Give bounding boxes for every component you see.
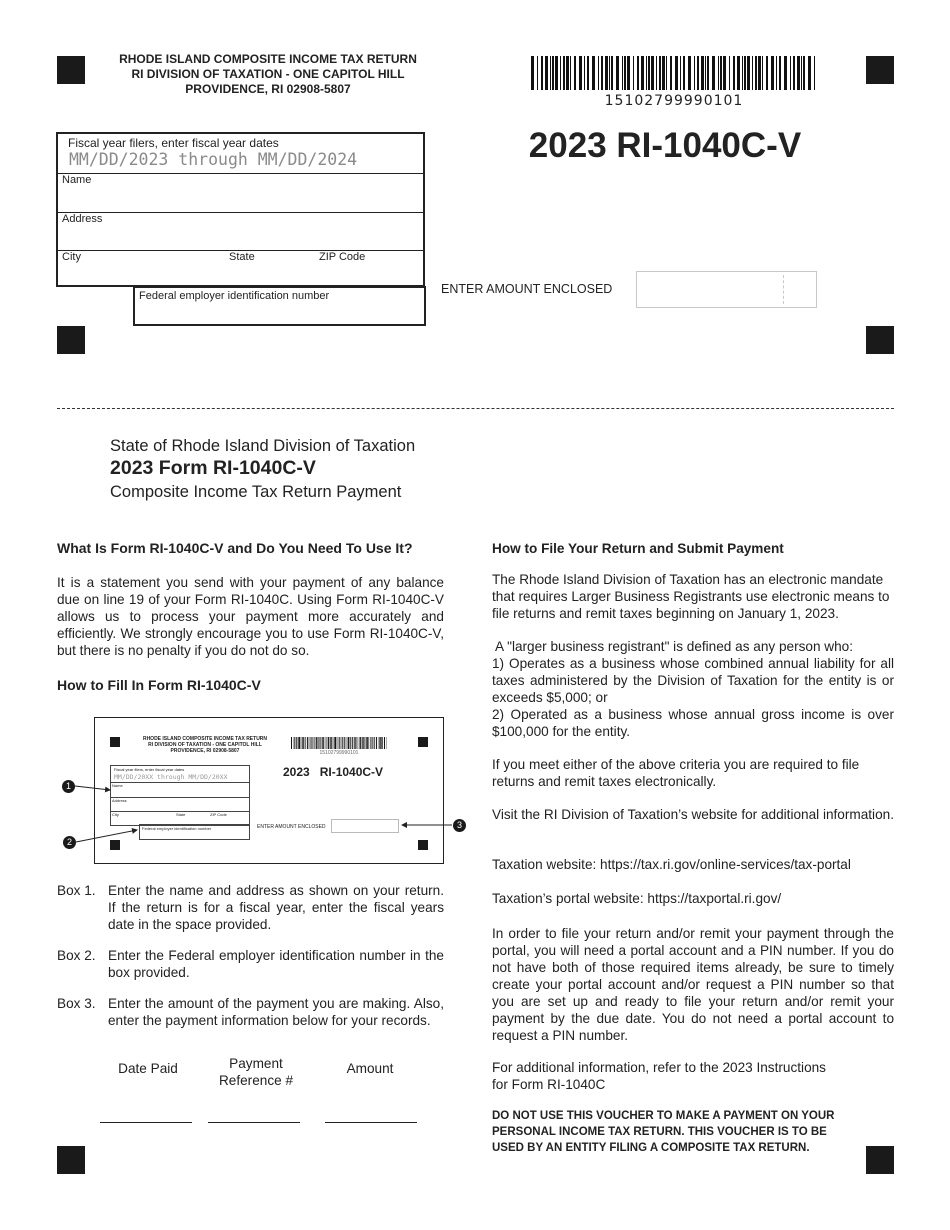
barcode-bar <box>380 737 381 749</box>
additional-info-line: For additional information, refer to the 2023 Instructions <box>492 1060 826 1075</box>
form-title: 2023 RI-1040C-V <box>528 126 802 165</box>
barcode-bar <box>566 56 569 90</box>
barcode-bar <box>320 737 321 749</box>
barcode-bar <box>550 56 551 90</box>
barcode-bar <box>364 737 365 749</box>
barcode-bar <box>656 56 657 90</box>
barcode-bar <box>720 56 722 90</box>
barcode-bar <box>541 56 543 90</box>
barcode-bar <box>382 737 383 749</box>
payment-reference-line: Payment <box>229 1056 283 1071</box>
barcode-bar <box>338 737 339 749</box>
barcode-bar <box>729 56 730 90</box>
criteria-item-2: 2) Operated as a business whose annual gross income is over $100,000 for the entity. <box>492 707 894 739</box>
barcode-bar <box>797 56 800 90</box>
date-paid-header: Date Paid <box>118 1061 178 1076</box>
barcode-bar <box>342 737 343 749</box>
how-to-fill-heading: How to Fill In Form RI-1040C-V <box>57 677 261 693</box>
barcode-bar <box>305 737 306 749</box>
mini-city-label: City <box>112 812 119 817</box>
barcode-bar <box>793 56 795 90</box>
box1-label: Box 1. <box>57 883 96 898</box>
barcode-bar <box>803 56 805 90</box>
barcode-bar <box>744 56 746 90</box>
barcode-bar <box>323 737 324 749</box>
barcode-bar <box>611 56 613 90</box>
barcode-bar <box>348 737 349 749</box>
box1-text: Enter the name and address as shown on your return. If the return is for a fiscal year, enter the fiscal years date in the space provided. <box>108 883 444 932</box>
box3-label: Box 3. <box>57 996 96 1011</box>
barcode-bar <box>646 56 647 90</box>
fiscal-year-label: Fiscal year filers, enter fiscal year dates <box>68 136 279 150</box>
barcode-bar <box>360 737 361 749</box>
date-paid-line[interactable] <box>100 1122 192 1123</box>
barcode-bar <box>372 737 373 749</box>
address-label: Address <box>62 213 103 225</box>
barcode-bar <box>370 737 371 749</box>
barcode-bar <box>587 56 589 90</box>
registration-mark <box>866 1146 894 1174</box>
barcode-bar <box>327 737 328 749</box>
barcode-bar <box>637 56 639 90</box>
barcode-bar <box>307 737 308 749</box>
barcode-bar <box>694 56 695 90</box>
what-is-body: It is a statement you send with your payment of any balance due on line 19 of your Form RI-1040C. Using Form RI-1040C-V allows us to process your payment more accurately and efficiently. We strongly encourage you to use Form RI-1040C-V, but there is no penalty if you do not do so. <box>57 575 444 658</box>
barcode-bar <box>299 737 300 749</box>
voucher-illustration <box>94 717 444 864</box>
barcode-bar <box>314 737 315 749</box>
barcode-bar <box>666 56 667 90</box>
barcode-bar <box>555 56 558 90</box>
box2-text: Enter the Federal employer identification number in the box provided. <box>108 948 444 980</box>
registration-mark <box>57 1146 85 1174</box>
barcode-bar <box>712 56 715 90</box>
fein-box[interactable] <box>133 286 426 326</box>
additional-info <box>492 1059 894 1093</box>
barcode-bar <box>624 56 626 90</box>
visit-website: Visit the RI Division of Taxation’s website for additional information. <box>492 807 894 822</box>
barcode-bar <box>376 737 377 749</box>
mini-agency-line: PROVIDENCE, RI 02908-5807 <box>170 748 240 754</box>
barcode-bar <box>303 737 304 749</box>
barcode-bar <box>688 56 691 90</box>
electronic-requirement: If you meet either of the above criteria you are required to file returns and remit taxes electronically. <box>492 757 860 789</box>
barcode-bar <box>331 737 332 749</box>
barcode-bar <box>311 737 312 749</box>
barcode-bar <box>766 56 768 90</box>
state-label: State <box>229 251 255 263</box>
barcode <box>531 56 817 90</box>
barcode-bar <box>330 737 331 749</box>
barcode-bar <box>705 56 706 90</box>
barcode-bar <box>784 56 787 90</box>
barcode-bar <box>776 56 777 90</box>
barcode-bar <box>707 56 709 90</box>
registration-mark <box>866 326 894 354</box>
mini-agency <box>135 736 275 754</box>
barcode-bar <box>531 56 534 90</box>
barcode-bar <box>560 56 561 90</box>
mini-address-block <box>110 765 250 826</box>
barcode-bar <box>379 737 380 749</box>
barcode-bar <box>670 56 672 90</box>
barcode-bar <box>755 56 757 90</box>
mini-form-title: 2023 RI-1040C-V <box>283 765 384 779</box>
portal-paragraph: In order to file your return and/or remit your payment through the portal, you will need a portal account and a PIN number. If you do not have both of those required items already, be sure to timely create your portal account and/or request a PIN number so that you are set up and ready to file your return and/or remit your payment by the due date. You do not need a portal account to request a PIN number. <box>492 926 894 1043</box>
mini-address-label: Address <box>112 798 127 803</box>
mini-zip-label: ZIP Code <box>210 812 227 817</box>
barcode-bar <box>355 737 356 749</box>
additional-info-line: for Form RI-1040C <box>492 1077 606 1092</box>
barcode-bar <box>762 56 763 90</box>
portal-website[interactable]: Taxation’s portal website: https://taxportal.ri.gov/ <box>492 891 782 906</box>
barcode-bar <box>347 737 348 749</box>
mini-amount-box <box>331 819 399 833</box>
barcode-bar <box>616 56 619 90</box>
zip-label: ZIP Code <box>319 251 366 263</box>
barcode-bar <box>344 737 345 749</box>
barcode-bar <box>598 56 599 90</box>
barcode-bar <box>701 56 704 90</box>
mandate-paragraph: The Rhode Island Division of Taxation has an electronic mandate that requires Larger Business Registrants use electronic means to file returns and remit taxes beginning on January 1, 2023. <box>492 572 890 621</box>
barcode-bar <box>633 56 634 90</box>
barcode-bar <box>723 56 726 90</box>
barcode-bar <box>771 56 774 90</box>
amount-line[interactable] <box>325 1122 417 1123</box>
barcode-bar <box>570 56 571 90</box>
box2-label: Box 2. <box>57 948 96 963</box>
registration-mark <box>57 56 85 84</box>
barcode-bar <box>359 737 360 749</box>
fein-label: Federal employer identification number <box>139 290 330 302</box>
barcode-bar <box>316 737 317 749</box>
agency-line: RI DIVISION OF TAXATION - ONE CAPITOL HILL <box>131 67 405 81</box>
barcode-bar <box>808 56 811 90</box>
barcode-bar <box>662 56 665 90</box>
mini-fiscal-label: Fiscal year filers, enter fiscal year dates <box>114 767 185 772</box>
barcode-bar <box>579 56 582 90</box>
barcode-bar <box>367 737 368 749</box>
agency-line: RHODE ISLAND COMPOSITE INCOME TAX RETURN <box>119 52 417 66</box>
callout-2-badge: 2 <box>63 836 76 849</box>
barcode-bar <box>310 737 311 749</box>
what-is-heading: What Is Form RI-1040C-V and Do You Need To Use It? <box>57 540 413 556</box>
barcode-bar <box>622 56 623 90</box>
barcode-bar <box>339 737 340 749</box>
barcode-bar <box>609 56 610 90</box>
barcode-bar <box>790 56 791 90</box>
barcode-bar <box>675 56 678 90</box>
amount-enclosed-label: ENTER AMOUNT ENCLOSED <box>441 282 613 296</box>
barcode-bar <box>537 56 538 90</box>
mini-agency-line: RI DIVISION OF TAXATION - ONE CAPITOL HILL <box>148 742 262 748</box>
mini-barcode <box>291 737 387 749</box>
mini-barcode-number: 15102799990101 <box>319 750 359 756</box>
barcode-bar <box>374 737 375 749</box>
info-form-title: 2023 Form RI-1040C-V <box>110 457 316 479</box>
barcode-bar <box>366 737 367 749</box>
barcode-bar <box>291 737 292 749</box>
agency-header <box>90 52 446 97</box>
amount-header: Amount <box>346 1061 394 1076</box>
barcode-bar <box>354 737 355 749</box>
barcode-bar <box>350 737 351 749</box>
barcode-bar <box>659 56 661 90</box>
barcode-bar <box>683 56 685 90</box>
barcode-bar <box>334 737 335 749</box>
barcode-bar <box>294 737 295 749</box>
callout-1-badge: 1 <box>62 780 75 793</box>
taxation-website[interactable]: Taxation website: https://tax.ri.gov/online-services/tax-portal <box>492 857 851 872</box>
barcode-bar <box>302 737 303 749</box>
barcode-bar <box>680 56 681 90</box>
barcode-bar <box>563 56 565 90</box>
registration-mark <box>57 326 85 354</box>
barcode-bar <box>552 56 554 90</box>
mini-fein-box <box>139 824 250 840</box>
barcode-bar <box>296 737 297 749</box>
barcode-bar <box>651 56 654 90</box>
barcode-bar <box>733 56 735 90</box>
barcode-bar <box>697 56 699 90</box>
fiscal-year-input[interactable]: MM/DD/2023 through MM/DD/2024 <box>69 150 358 169</box>
barcode-bar <box>335 737 336 749</box>
info-subtitle: Composite Income Tax Return Payment <box>110 483 402 501</box>
barcode-bar <box>648 56 650 90</box>
barcode-bar <box>574 56 576 90</box>
barcode-bar <box>384 737 385 749</box>
barcode-bar <box>627 56 630 90</box>
payment-reference-header <box>205 1055 307 1089</box>
barcode-bar <box>801 56 802 90</box>
barcode-bar <box>718 56 719 90</box>
barcode-bar <box>814 56 815 90</box>
barcode-bar <box>328 737 329 749</box>
barcode-number: 15102799990101 <box>604 93 744 109</box>
payment-reference-line: Reference # <box>218 1073 294 1088</box>
mini-fiscal-placeholder: MM/DD/20XX through MM/DD/20XX <box>114 773 228 781</box>
box3-text: Enter the amount of the payment you are making. Also, enter the payment information below for your records. <box>108 996 444 1028</box>
address-block <box>56 132 425 287</box>
name-label: Name <box>62 174 92 186</box>
barcode-bar <box>352 737 353 749</box>
barcode-bar <box>592 56 595 90</box>
amount-enclosed-input[interactable] <box>636 271 817 308</box>
voucher-warning: DO NOT USE THIS VOUCHER TO MAKE A PAYMENT ON YOUR PERSONAL INCOME TAX RETURN. THIS VOUCHER IS TO BE USED BY AN ENTITY FILING A COMPOSITE TAX RETURN. <box>492 1110 835 1154</box>
barcode-bar <box>742 56 743 90</box>
barcode-bar <box>752 56 753 90</box>
criteria-item-1: 1) Operates as a business whose combined annual liability for all taxes administered by the Division of Taxation for the entity is or exceeds $5,000; or <box>492 656 894 705</box>
barcode-bar <box>601 56 603 90</box>
larger-registrant-intro: A "larger business registrant" is defined as any person who: <box>492 639 854 654</box>
barcode-bar <box>322 737 323 749</box>
mini-agency-line: RHODE ISLAND COMPOSITE INCOME TAX RETURN <box>142 736 268 742</box>
barcode-bar <box>737 56 740 90</box>
barcode-bar <box>362 737 363 749</box>
info-agency: State of Rhode Island Division of Taxation <box>110 437 416 455</box>
barcode-bar <box>641 56 644 90</box>
agency-line: PROVIDENCE, RI 02908-5807 <box>185 82 351 96</box>
barcode-bar <box>318 737 319 749</box>
callout-3-badge: 3 <box>453 819 466 832</box>
mini-amount-label: ENTER AMOUNT ENCLOSED <box>257 824 326 830</box>
mini-fein-label: Federal employer identification number <box>142 826 212 831</box>
mini-name-label: Name <box>112 783 123 788</box>
barcode-bar <box>779 56 781 90</box>
cut-line <box>57 408 894 409</box>
barcode-bar <box>747 56 750 90</box>
barcode-bar <box>545 56 548 90</box>
how-to-file-heading: How to File Your Return and Submit Payment <box>492 541 784 556</box>
barcode-bar <box>584 56 585 90</box>
barcode-bar <box>605 56 608 90</box>
barcode-bar <box>298 737 299 749</box>
registration-mark <box>866 56 894 84</box>
payment-reference-line-field[interactable] <box>208 1122 300 1123</box>
barcode-bar <box>758 56 761 90</box>
city-label: City <box>62 251 81 263</box>
mini-state-label: State <box>176 812 186 817</box>
